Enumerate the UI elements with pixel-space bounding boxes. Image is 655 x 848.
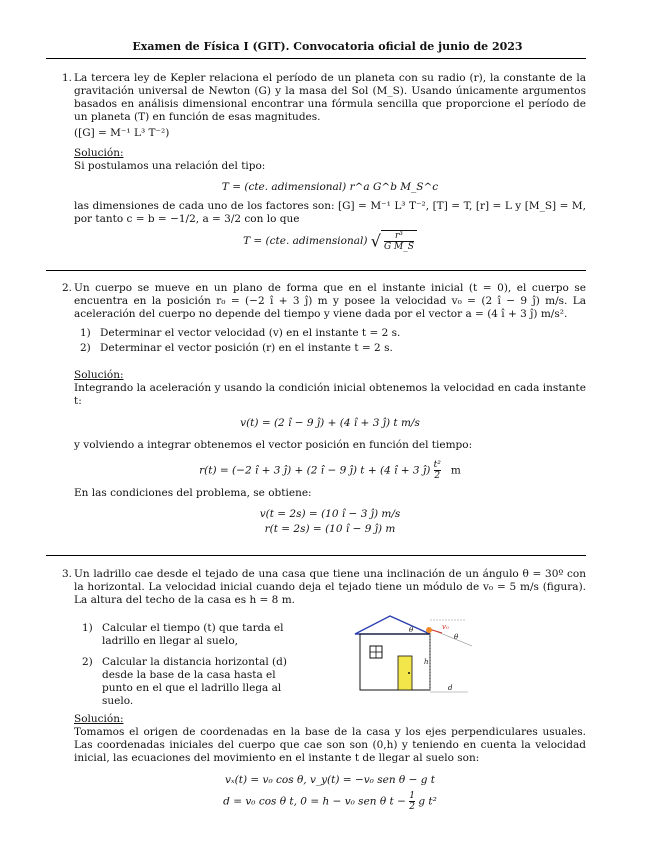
task-number: 1) xyxy=(82,622,93,634)
task-item xyxy=(80,327,586,340)
task-item xyxy=(82,622,302,648)
equation: T = (cte. adimensional) r^a G^b M_S^c xyxy=(221,181,439,193)
roof-outline xyxy=(355,616,430,634)
task-list xyxy=(80,327,586,355)
equation-unit: m xyxy=(450,464,461,477)
distance-label: d xyxy=(448,684,453,692)
equation: v(t = 2s) = (10 ı̂ − 3 ȷ̂) m/s xyxy=(259,508,401,520)
theta-label: θ xyxy=(454,633,459,641)
title-rule xyxy=(46,58,586,59)
task-number: 1) xyxy=(80,327,91,339)
task-text: Calcular la distancia horizontal (d) desde la base de la casa hasta el punto en el que el ladrillo llega al suelo. xyxy=(102,656,287,707)
problem-statement: Un ladrillo cae desde el tejado de una casa que tiene una inclinación de un ángulo θ = 30º con la horizontal. La velocidad inicial cuando deja el tejado tiene un módulo de v₀ = 5 m/s (figura). La altura del techo de la casa es h = 8 m. xyxy=(74,568,586,606)
door-knob xyxy=(408,672,410,674)
solution-text: y volviendo a integrar obtenemos el vector posición en función del tiempo: xyxy=(74,439,473,451)
fraction-denominator: G M_S xyxy=(384,242,414,252)
problem-3-solution xyxy=(56,713,586,812)
problem-3-tasks xyxy=(58,620,298,710)
equation: T = (cte. adimensional) √ $\frac{\text{r³}}{\text{G M\_S}}$ xyxy=(74,230,586,252)
problem-1 xyxy=(56,72,586,252)
equation xyxy=(74,791,586,812)
given-dimensions: ([G] = M⁻¹ L³ T⁻²) xyxy=(74,127,170,139)
task-list xyxy=(82,622,302,708)
solution-label: Solución: xyxy=(74,713,124,725)
fraction-numerator: t² xyxy=(433,460,441,470)
height-label: h xyxy=(424,658,429,666)
solution-text: las dimensiones de cada uno de los factores son: [G] = M⁻¹ L³ T⁻², [T] = T, [r] = L y [M_S] = M, por tanto c = b = −1/2, a = 3/2 con lo que xyxy=(74,200,586,225)
problem-statement: La tercera ley de Kepler relaciona el período de un planeta con su radio (r), la constante de la gravitación universal de Newton (G) y la masa del Sol (M_S). Usando únicamente argumentos basados en análisis dimensional encontrar una fórmula sencilla que proporcione el período de un planeta (T) en función de esas magnitudes. xyxy=(74,72,586,123)
solution-label: Solución: xyxy=(74,147,124,159)
equation-left: r(t) = (−2 ı̂ + 3 ȷ̂) + (2 ı̂ − 9 ȷ̂) t + (4 ı̂ + 3 ȷ̂) xyxy=(199,464,431,477)
house-wall xyxy=(360,634,430,690)
solution-text: Si postulamos una relación del tipo: xyxy=(74,160,266,172)
task-item xyxy=(82,656,302,708)
task-number: 2) xyxy=(80,342,91,354)
solution-text: Integrando la aceleración y usando la condición inicial obtenemos la velocidad en cada instante t: xyxy=(74,382,586,407)
equation: vₓ(t) = v₀ cos θ, v_y(t) = −v₀ sen θ − g t xyxy=(225,774,435,786)
problem-number: 2. xyxy=(61,282,72,294)
section-rule xyxy=(46,270,586,271)
fraction-numerator: r³ xyxy=(395,231,403,241)
section-rule xyxy=(46,555,586,556)
fraction-numerator: 1 xyxy=(409,791,415,801)
fraction-denominator: 2 xyxy=(409,802,415,812)
problem-number: 3. xyxy=(61,568,72,580)
exam-title: Examen de Física I (GIT). Convocatoria oficial de junio de 2023 xyxy=(132,40,523,53)
problem-3 xyxy=(56,568,586,607)
equation-left: T = (cte. adimensional) xyxy=(243,235,368,247)
problem-2 xyxy=(56,282,586,536)
problem-statement: Un cuerpo se mueve en un plano de forma que en el instante inicial (t = 0), el cuerpo se encuentra en la posición r₀ = (−2 ı̂ + 3 ȷ̂) m y posee la velocidad v₀ = (2 ı̂ − 9 ȷ̂) m/s. La aceleración del cuerpo no depende del tiempo y viene dada por el vector a = (4 ı̂ + 3 ȷ̂) m/s². xyxy=(74,282,586,320)
equation xyxy=(74,460,586,481)
fraction-denominator: 2 xyxy=(434,471,441,481)
problem-number: 1. xyxy=(61,72,72,84)
solution-text: En las condiciones del problema, se obtiene: xyxy=(74,487,312,499)
velocity-arrow xyxy=(432,630,442,633)
v0-label: v₀ xyxy=(442,623,449,631)
task-text: Calcular el tiempo (t) que tarda el ladrillo en llegar al suelo, xyxy=(102,622,284,647)
equation-left: d = v₀ cos θ t, 0 = h − v₀ sen θ t − xyxy=(223,795,406,808)
equation: r(t = 2s) = (10 ı̂ − 9 ȷ̂) m xyxy=(264,523,396,535)
task-item xyxy=(80,342,586,355)
solution-text: Tomamos el origen de coordenadas en la base de la casa y los ejes perpendiculares usuales. Las coordenadas iniciales del cuerpo que cae son son (0,h) y teniendo en cuenta la velocidad inicial, las ecuaciones del movimiento en el instante t de llegar al suelo son: xyxy=(74,726,586,764)
house-figure xyxy=(350,612,480,698)
theta-label: θ xyxy=(409,626,414,634)
task-text: Determinar el vector posición (r) en el instante t = 2 s. xyxy=(100,342,393,354)
brick-marker xyxy=(426,627,432,633)
equation-right: g t² xyxy=(418,795,437,808)
task-text: Determinar el vector velocidad (v) en el instante t = 2 s. xyxy=(100,327,401,339)
task-number: 2) xyxy=(82,656,93,668)
solution-label: Solución: xyxy=(74,369,124,381)
equation: v(t) = (2 ı̂ − 9 ȷ̂) + (4 ı̂ + 3 ȷ̂) t m/s xyxy=(240,417,420,429)
